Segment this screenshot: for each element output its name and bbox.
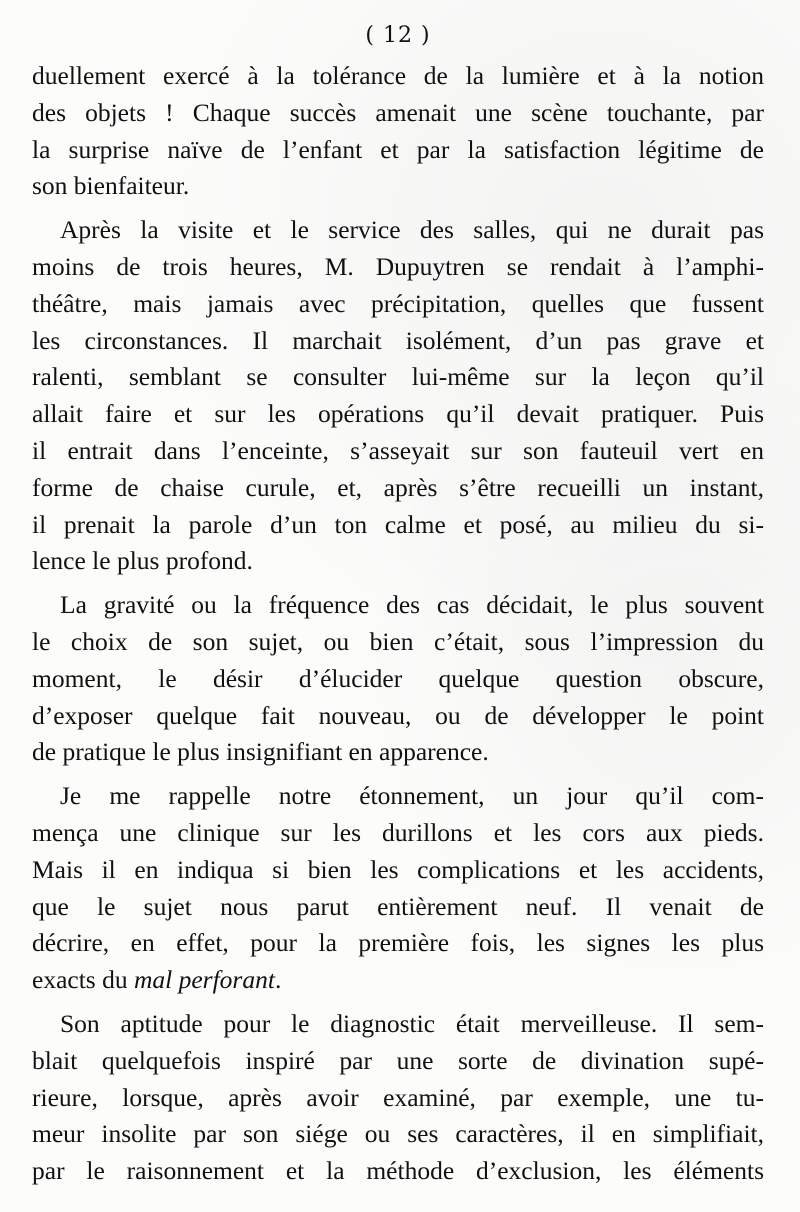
text-segment: . xyxy=(274,965,282,995)
text-line: duellement exercé à la tolérance de la lumière et à la notion xyxy=(32,61,764,90)
paragraph xyxy=(32,212,764,580)
body-text xyxy=(32,58,764,1190)
paragraph xyxy=(32,1006,764,1190)
text-line: d’exposer quelque fait nouveau, ou de développer le point xyxy=(32,700,764,730)
text-line: que le sujet nous parut entièrement neuf. Il venait de xyxy=(32,891,764,921)
text-line: Je me rappelle notre étonnement, un jour qu’il com- xyxy=(60,781,764,811)
text-segment: exacts du xyxy=(32,965,134,995)
text-line: décrire, en effet, pour la première fois, les signes les plus xyxy=(32,928,764,958)
text-line: La gravité ou la fréquence des cas décidait, le plus souvent xyxy=(60,590,764,620)
text-line: Après la visite et le service des salles, qui ne durait pas xyxy=(60,215,764,245)
text-line: il prenait la parole d’un ton calme et posé, au milieu du si- xyxy=(32,509,764,539)
page-number: ( 12 ) xyxy=(365,23,431,48)
text-line: lence le plus profond. xyxy=(32,546,253,576)
text-line: Mais il en indiqua si bien les complications et les accidents, xyxy=(32,854,764,884)
paragraph xyxy=(32,778,764,999)
text-line: de pratique le plus insignifiant en apparence. xyxy=(32,737,489,767)
italic-term: mal perforant xyxy=(133,965,275,995)
text-line: le choix de son sujet, ou bien c’était, sous l’impression du xyxy=(32,626,764,656)
text-line: la surprise naïve de l’enfant et par la satisfaction légitime de xyxy=(32,134,764,164)
text-line: les circonstances. Il marchait isolément, d’un pas grave et xyxy=(32,325,764,355)
paragraph xyxy=(32,587,764,771)
text-line: forme de chaise curule, et, après s’être recueilli un instant, xyxy=(32,472,764,502)
text-line xyxy=(32,962,764,999)
text-line: Son aptitude pour le diagnostic était merveilleuse. Il sem- xyxy=(60,1008,764,1038)
text-line: théâtre, mais jamais avec précipitation, quelles que fussent xyxy=(32,288,764,318)
text-line: meur insolite par son siége ou ses caractères, il en simplifiait, xyxy=(32,1119,764,1149)
text-line: moins de trois heures, M. Dupuytren se rendait à l’amphi- xyxy=(32,251,764,281)
text-line: blait quelquefois inspiré par une sorte de divination supé- xyxy=(32,1045,764,1075)
text-line: par le raisonnement et la méthode d’exclusion, les éléments xyxy=(32,1156,764,1186)
text-line: ralenti, semblant se consulter lui-même sur la leçon qu’il xyxy=(32,362,764,392)
text-line: rieure, lorsque, après avoir examiné, par exemple, une tu- xyxy=(32,1082,764,1112)
text-line: des objets ! Chaque succès amenait une scène touchante, par xyxy=(32,97,764,127)
text-line: allait faire et sur les opérations qu’il devait pratiquer. Puis xyxy=(32,399,764,429)
text-line: il entrait dans l’enceinte, s’asseyait sur son fauteuil vert en xyxy=(32,435,764,465)
paragraph xyxy=(32,58,764,205)
text-line: mença une clinique sur les durillons et les cors aux pieds. xyxy=(32,817,764,847)
text-line: son bienfaiteur. xyxy=(32,171,190,201)
text-line: moment, le désir d’élucider quelque question obscure, xyxy=(32,663,764,693)
